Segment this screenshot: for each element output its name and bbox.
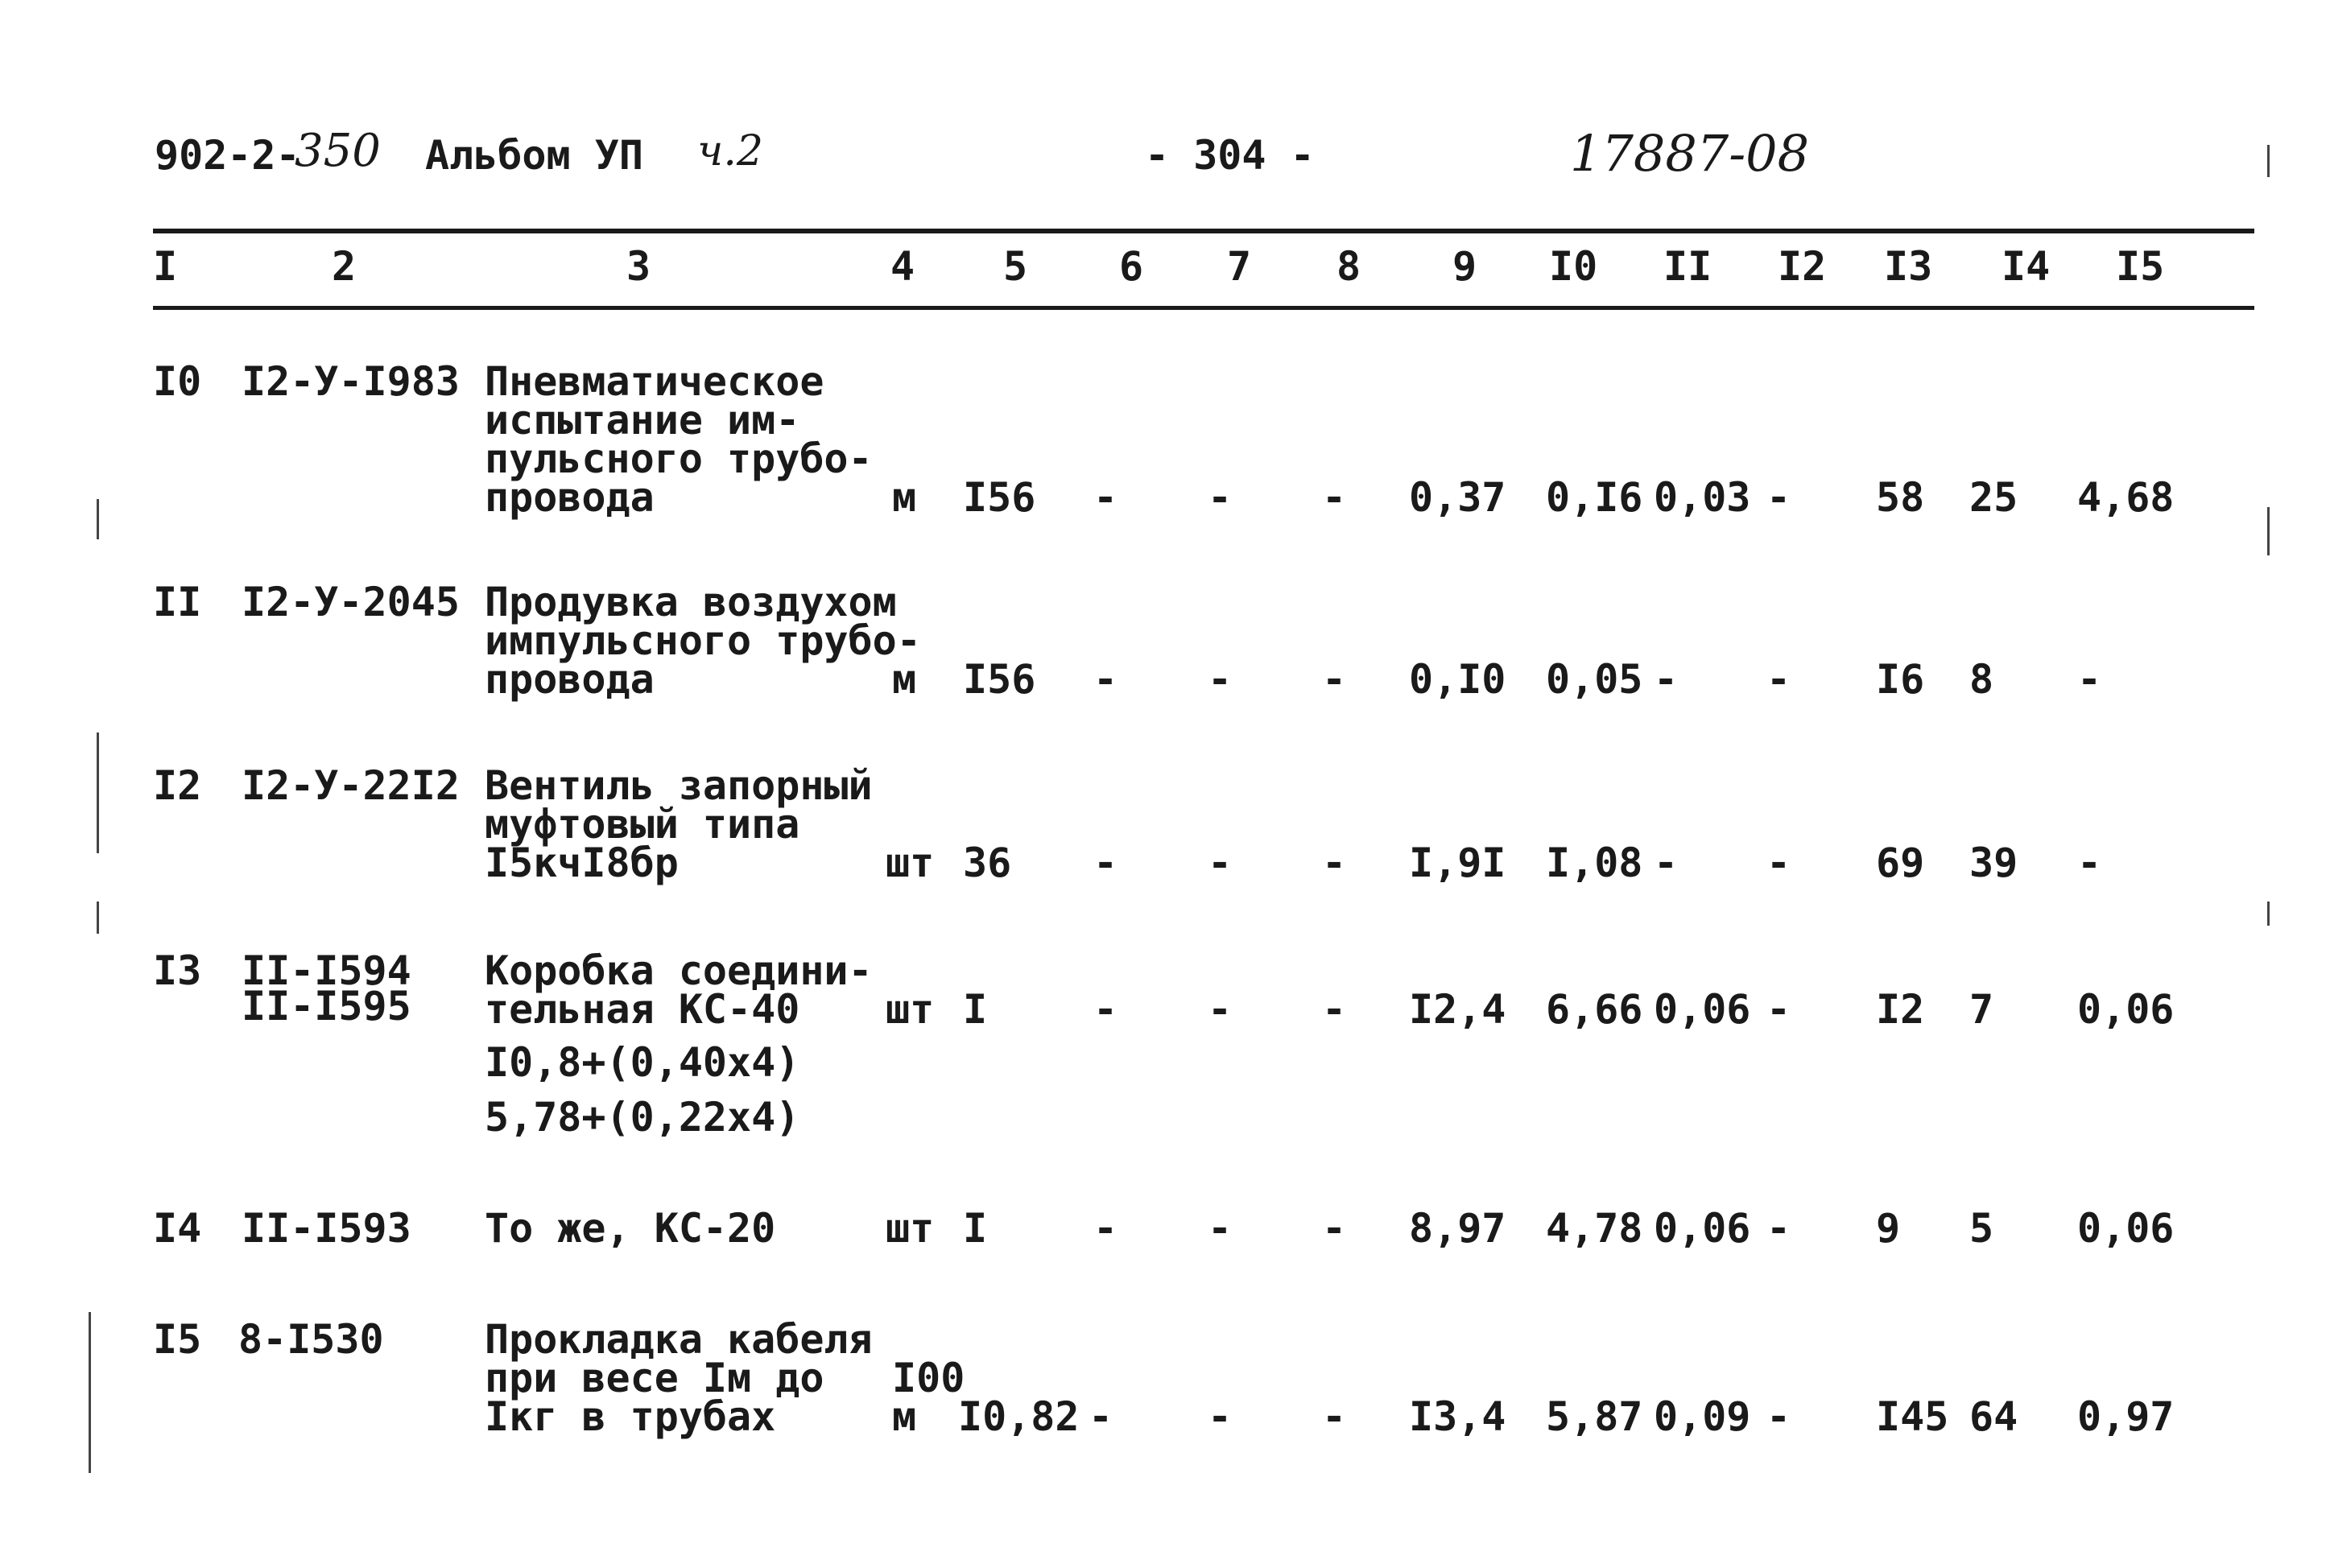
header-page-number: - 304 - (1145, 132, 1315, 179)
row-unit: м (892, 1393, 917, 1440)
column-header: II (1663, 243, 1712, 290)
row-name-line: испытание им- (485, 397, 800, 444)
row-col15: 0,06 (2077, 1205, 2175, 1252)
column-header: I4 (2002, 243, 2051, 290)
row-name-line: муфтовый типа (485, 801, 800, 848)
row-col9: 0,I0 (1409, 656, 1506, 703)
row-qty: I56 (963, 474, 1036, 521)
header-part: ч.2 (697, 127, 763, 175)
column-header: 3 (626, 243, 651, 290)
row-unit: м (892, 474, 917, 521)
table-header-bottom-rule (153, 306, 2254, 310)
row-col14: 5 (1969, 1205, 1994, 1252)
row-name-line: при весе Iм до (485, 1355, 824, 1401)
row-col15: - (2077, 656, 2102, 703)
column-header: I (153, 243, 178, 290)
margin-mark (97, 902, 99, 934)
row-col10: 5,87 (1546, 1393, 1643, 1440)
row-col9: 8,97 (1409, 1205, 1506, 1252)
row-col7: - (1208, 986, 1233, 1033)
header-album: Альбом УП (425, 132, 643, 179)
column-header: 6 (1119, 243, 1144, 290)
row-name-line: I5кчI8бр (485, 840, 679, 886)
row-formula-line: 5,78+(0,22х4) (485, 1094, 800, 1141)
column-header: 2 (332, 243, 357, 290)
row-col7: - (1208, 474, 1233, 521)
margin-mark (97, 732, 99, 853)
row-col12: - (1766, 986, 1791, 1033)
row-col8: - (1322, 1393, 1347, 1440)
row-col9: 0,37 (1409, 474, 1506, 521)
row-col13: 69 (1876, 840, 1925, 886)
row-col10: 0,05 (1546, 656, 1643, 703)
row-number: I5 (153, 1316, 202, 1363)
row-name-line: Коробка соедини- (485, 947, 873, 994)
row-name-line: тельная КС-40 (485, 986, 800, 1033)
row-code: 8-I530 (238, 1316, 384, 1363)
row-col10: 4,78 (1546, 1205, 1643, 1252)
row-name-line: провода (485, 474, 655, 521)
row-col7: - (1208, 656, 1233, 703)
row-col12: - (1766, 474, 1791, 521)
row-col11: 0,06 (1654, 986, 1751, 1033)
row-col10: 6,66 (1546, 986, 1643, 1033)
row-col14: 8 (1969, 656, 1994, 703)
row-code: II-I593 (242, 1205, 411, 1252)
header-doc-number: 17887-08 (1570, 124, 1810, 183)
row-col6: - (1093, 656, 1118, 703)
row-qty: I0,82 (958, 1393, 1080, 1440)
row-code: I2-У-2045 (242, 579, 460, 625)
row-col11: 0,09 (1654, 1393, 1751, 1440)
row-name-line: То же, КС-20 (485, 1205, 776, 1252)
row-col12: - (1766, 656, 1791, 703)
row-col10: I,08 (1546, 840, 1643, 886)
column-header: 9 (1452, 243, 1477, 290)
row-unit-multiplier: I00 (892, 1355, 965, 1401)
row-col7: - (1208, 1393, 1233, 1440)
row-name-line: Iкг в трубах (485, 1393, 776, 1440)
row-col6: - (1089, 1393, 1113, 1440)
header-code: 902-2- (155, 132, 300, 179)
row-code: I2-У-I983 (242, 358, 460, 405)
row-unit: шт (886, 1205, 935, 1252)
row-col12: - (1766, 1393, 1791, 1440)
margin-mark (97, 499, 99, 539)
row-col8: - (1322, 656, 1347, 703)
row-col15: - (2077, 840, 2102, 886)
margin-mark (2267, 507, 2270, 555)
row-qty: I (963, 986, 988, 1033)
row-number: II (153, 579, 202, 625)
column-header: 7 (1227, 243, 1252, 290)
column-header: 5 (1003, 243, 1028, 290)
row-unit: шт (886, 986, 935, 1033)
row-col15: 0,06 (2077, 986, 2175, 1033)
row-col6: - (1093, 986, 1118, 1033)
row-col13: I6 (1876, 656, 1925, 703)
row-code: II-I594 (242, 947, 411, 994)
row-number: I4 (153, 1205, 202, 1252)
row-col7: - (1208, 840, 1233, 886)
row-col9: I2,4 (1409, 986, 1506, 1033)
row-col9: I3,4 (1409, 1393, 1506, 1440)
row-col9: I,9I (1409, 840, 1506, 886)
row-qty: I56 (963, 656, 1036, 703)
row-name-line: пульсного трубо- (485, 435, 873, 482)
row-unit: шт (886, 840, 935, 886)
column-header: 8 (1336, 243, 1361, 290)
row-qty: I (963, 1205, 988, 1252)
column-header: I2 (1778, 243, 1827, 290)
column-header: 4 (890, 243, 915, 290)
row-col11: - (1654, 656, 1679, 703)
row-col14: 7 (1969, 986, 1994, 1033)
row-name-line: Пневматическое (485, 358, 824, 405)
row-col12: - (1766, 840, 1791, 886)
table-top-rule (153, 229, 2254, 233)
row-name-line: провода (485, 656, 655, 703)
row-code: I2-У-22I2 (242, 762, 460, 809)
row-col15: 0,97 (2077, 1393, 2175, 1440)
row-name-line: Прокладка кабеля (485, 1316, 873, 1363)
column-header: I0 (1549, 243, 1598, 290)
row-col6: - (1093, 474, 1118, 521)
row-col8: - (1322, 986, 1347, 1033)
row-col14: 64 (1969, 1393, 2018, 1440)
row-number: I3 (153, 947, 202, 994)
row-number: I2 (153, 762, 202, 809)
row-col12: - (1766, 1205, 1791, 1252)
row-qty: 36 (963, 840, 1012, 886)
margin-mark (2267, 902, 2270, 926)
row-col13: 58 (1876, 474, 1925, 521)
row-name-line: Вентиль запорный (485, 762, 873, 809)
row-number: I0 (153, 358, 202, 405)
row-col8: - (1322, 840, 1347, 886)
row-col14: 39 (1969, 840, 2018, 886)
row-col13: I2 (1876, 986, 1925, 1033)
row-col8: - (1322, 474, 1347, 521)
row-col6: - (1093, 1205, 1118, 1252)
row-col7: - (1208, 1205, 1233, 1252)
row-col14: 25 (1969, 474, 2018, 521)
row-col13: I45 (1876, 1393, 1949, 1440)
row-formula-line: I0,8+(0,40х4) (485, 1039, 800, 1086)
row-unit: м (892, 656, 917, 703)
row-col11: 0,03 (1654, 474, 1751, 521)
margin-mark (89, 1312, 91, 1473)
column-header: I5 (2116, 243, 2165, 290)
row-col11: - (1654, 840, 1679, 886)
row-col6: - (1093, 840, 1118, 886)
row-code-secondary: II-I595 (242, 983, 411, 1030)
margin-mark (2267, 145, 2270, 177)
row-col11: 0,06 (1654, 1205, 1751, 1252)
row-col10: 0,I6 (1546, 474, 1643, 521)
row-col15: 4,68 (2077, 474, 2175, 521)
header-code-handwritten: 350 (295, 125, 381, 177)
row-name-line: импульсного трубо- (485, 617, 921, 664)
row-col13: 9 (1876, 1205, 1901, 1252)
row-col8: - (1322, 1205, 1347, 1252)
column-header: I3 (1884, 243, 1933, 290)
row-name-line: Продувка воздухом (485, 579, 897, 625)
